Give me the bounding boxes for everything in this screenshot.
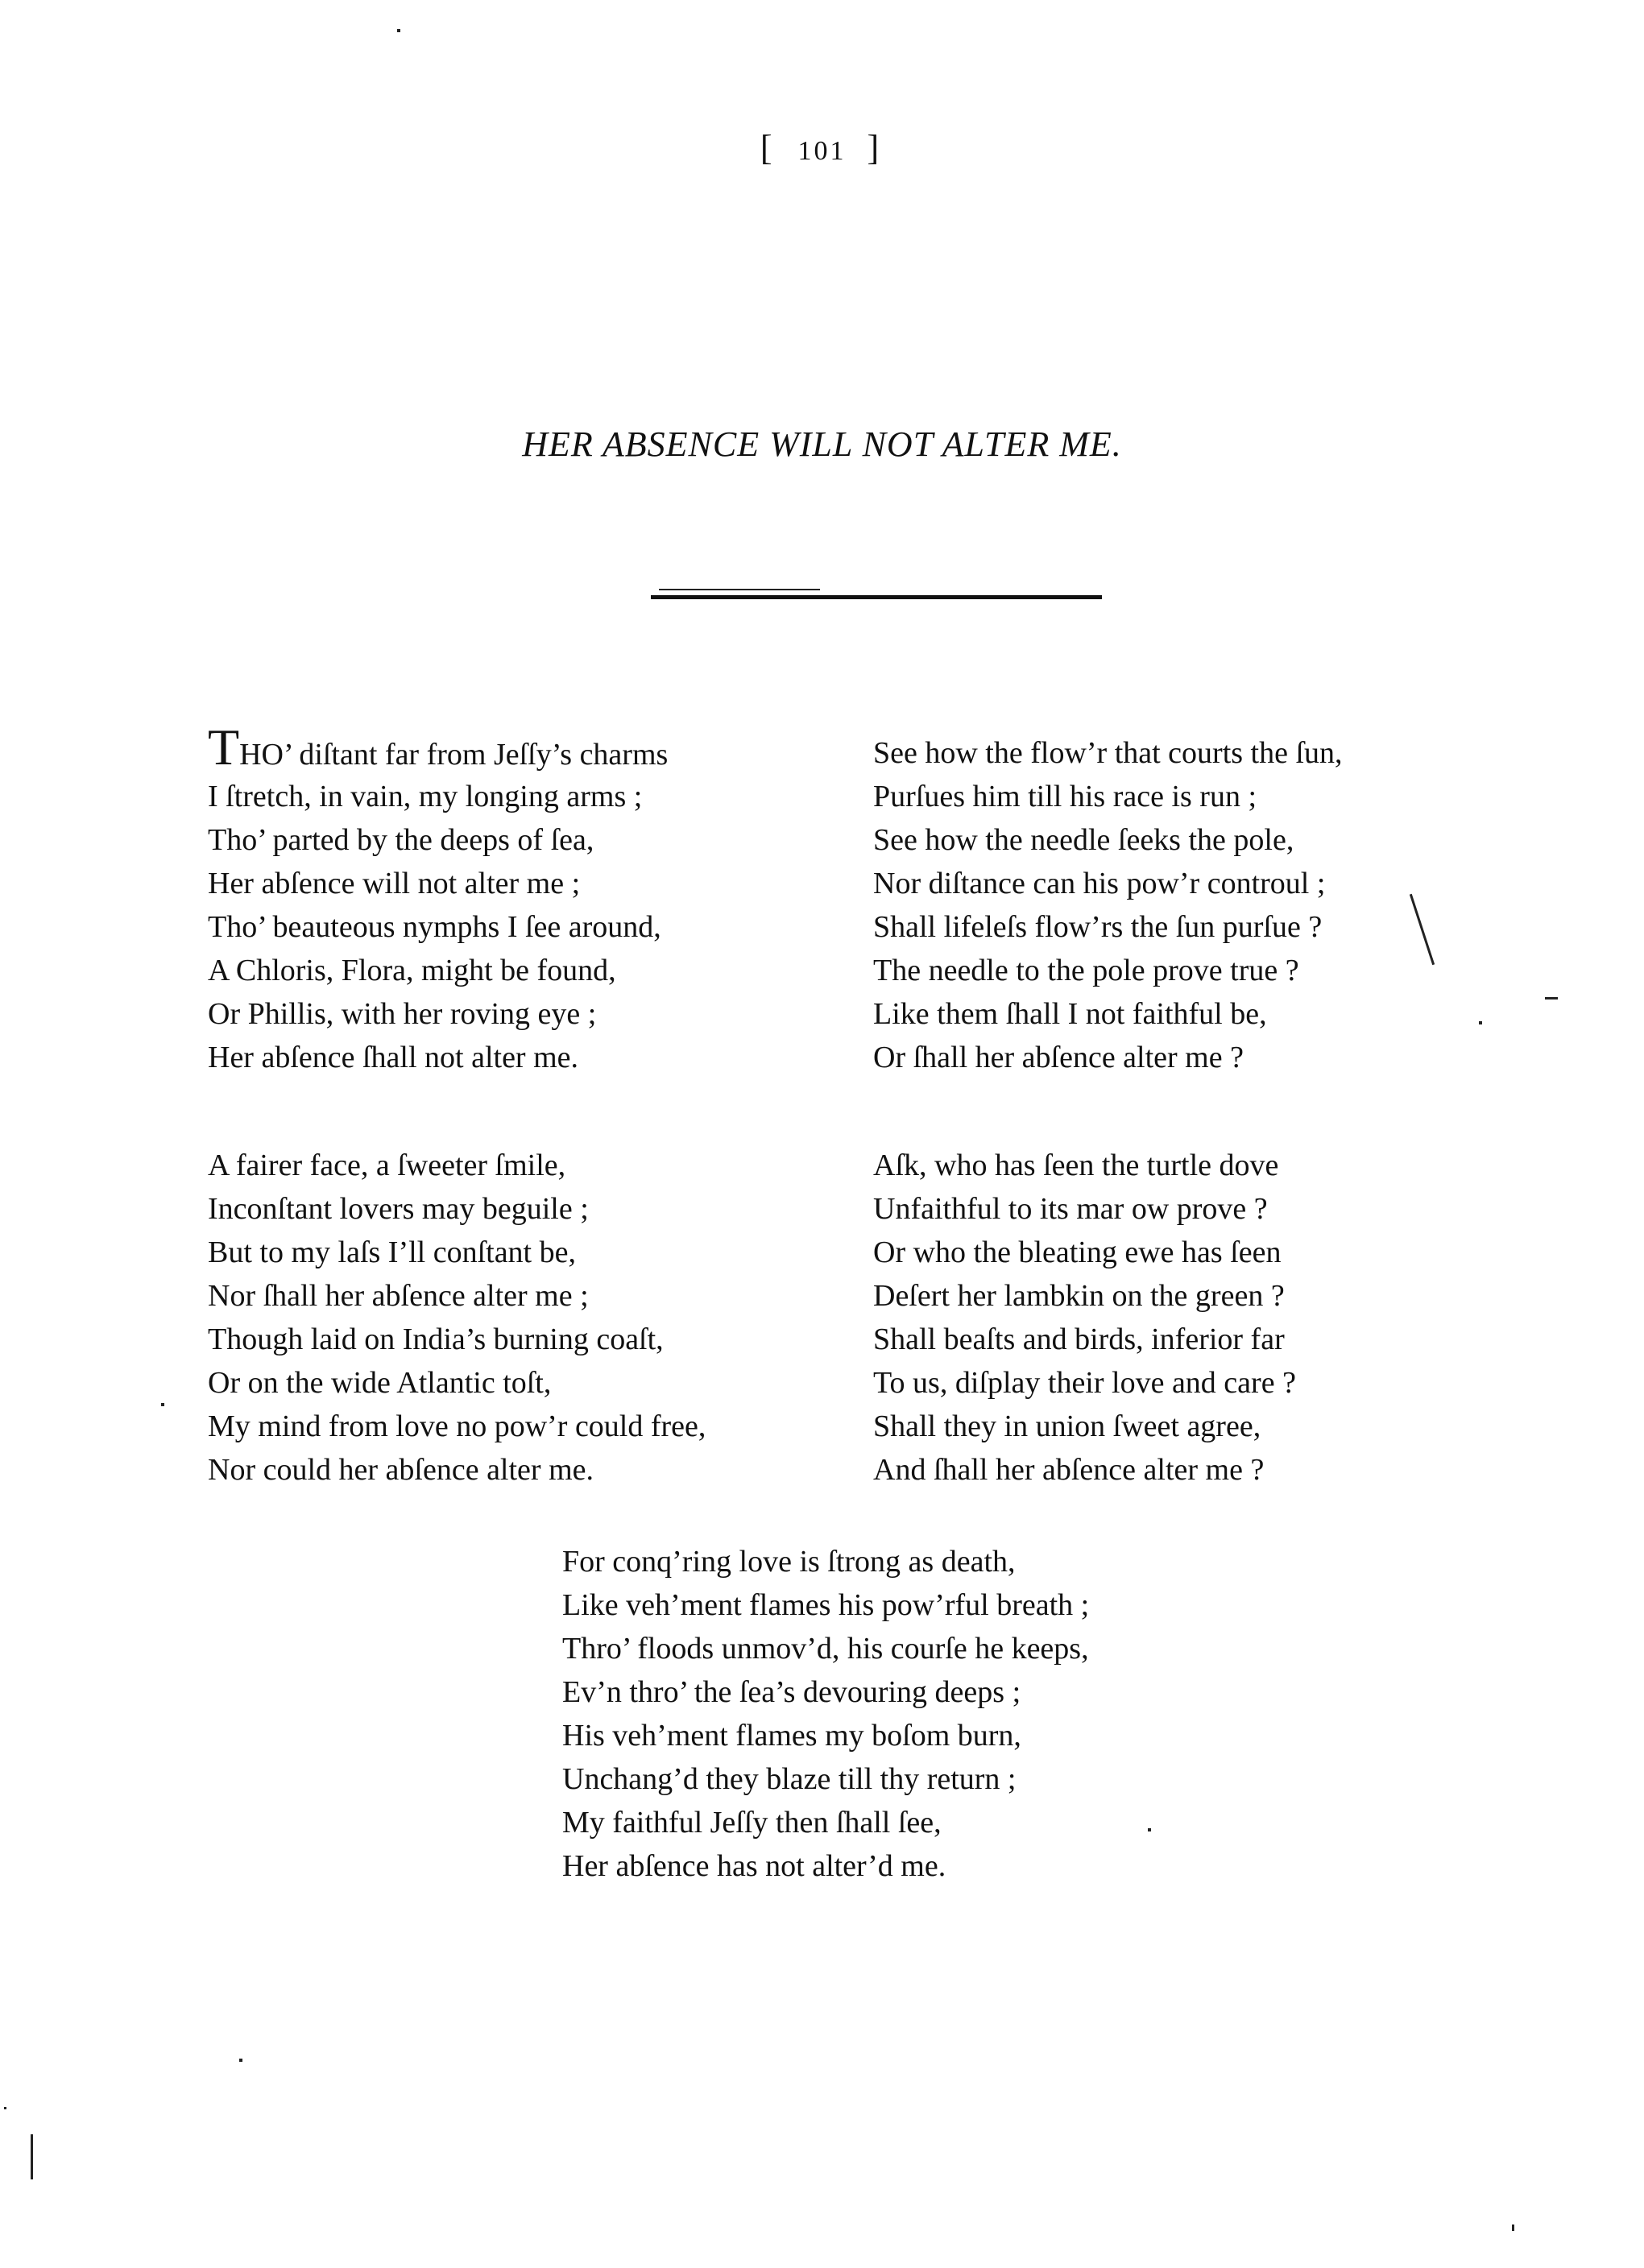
stanza-line: Shall beaſts and birds, inferior far [873,1322,1285,1356]
stanza-line: A fairer face, a ſweeter ſmile, [208,1148,566,1182]
scan-speck [239,2059,242,2062]
stanza-line: Nor could her abſence alter me. [208,1453,594,1487]
stanza-line [208,718,669,776]
stanza-line: But to my laſs I’ll conſtant be, [208,1235,576,1269]
stanza-line: Nor ſhall her abſence alter me ; [208,1279,589,1313]
scan-speck [4,2107,6,2109]
stanza-line: The needle to the pole prove true ? [873,954,1299,987]
stanza-line: Inconſtant lovers may beguile ; [208,1192,589,1226]
page-number [0,127,1644,168]
stanza-line: Thro’ floods unmov’d, his courſe he keeps, [562,1632,1089,1666]
stanza-line: Or Phillis, with her roving eye ; [208,997,597,1031]
stanza-line: Or on the wide Atlantic toſt, [208,1366,552,1400]
stanza-line: I ſtretch, in vain, my longing arms ; [208,780,643,813]
stanza-line: Her abſence will not alter me ; [208,867,581,900]
stanza-line: Her abſence ſhall not alter me. [208,1041,579,1074]
stanza-line: My faithful Jeſſy then ſhall ſee, [562,1806,942,1840]
scan-speck [161,1403,164,1406]
stanza-line: Or who the bleating ewe has ſeen [873,1235,1282,1269]
stanza-line: Purſues him till his race is run ; [873,780,1257,813]
title-rule [651,582,1102,606]
stanza-line: And ſhall her abſence alter me ? [873,1453,1265,1487]
stanza-line: Her abſence has not alter’d me. [562,1849,946,1883]
stanza-5 [562,1540,1089,1888]
page-number-value: 101 [797,136,847,166]
stanza-line: Tho’ beauteous nymphs I ſee around, [208,910,661,944]
scan-speck [1148,1828,1151,1831]
scan-speck [1545,997,1558,999]
drop-cap: T [208,718,240,776]
stanza-line: Like them ſhall I not faithful be, [873,997,1267,1031]
stanza-line: See how the flow’r that courts the ſun, [873,736,1343,770]
margin-slash-mark [1410,894,1435,965]
poem-title: HER ABSENCE WILL NOT ALTER ME. [522,424,1122,464]
stanza-line: A Chloris, Flora, might be found, [208,954,616,987]
stanza-line: Unchang’d they blaze till thy return ; [562,1762,1017,1796]
stanza-3 [208,1144,706,1492]
stanza-line: Ev’n thro’ the ſea’s devouring deeps ; [562,1675,1021,1709]
stanza-line: Shall lifeleſs flow’rs the ſun purſue ? [873,910,1323,944]
stanza-4 [873,1144,1296,1492]
stanza-line: His veh’ment flames my boſom burn, [562,1719,1021,1753]
bracket-open: [ [760,128,777,168]
stanza-line: Or ſhall her abſence alter me ? [873,1041,1244,1074]
scan-speck [1479,1021,1482,1024]
stanza-line: My mind from love no pow’r could free, [208,1409,706,1443]
stanza-line: Like veh’ment flames his pow’rful breath ; [562,1588,1090,1622]
stanza-line: Nor diſtance can his pow’r controul ; [873,867,1326,900]
scan-speck [1512,2225,1514,2231]
bracket-close: ] [867,128,884,168]
stanza-line: Though laid on India’s burning coaſt, [208,1322,664,1356]
stanza-line: Shall they in union ſweet agree, [873,1409,1261,1443]
stanza-1 [208,718,669,1079]
stanza-line: Tho’ parted by the deeps of ſea, [208,823,594,857]
scan-speck [397,29,400,32]
stanza-line: Unfaithful to its mar ow prove ? [873,1192,1268,1226]
stanza-line: Deſert her lambkin on the green ? [873,1279,1285,1313]
rule-thin-line [659,589,820,590]
margin-line-mark [31,2134,33,2179]
first-line-rest: HO’ diſtant far from Jeſſy’s charms [239,738,669,772]
rule-thick-line [651,595,1102,599]
stanza-line: To us, diſplay their love and care ? [873,1366,1296,1400]
stanza-2 [873,731,1343,1079]
stanza-line: Aſk, who has ſeen the turtle dove [873,1148,1279,1182]
stanza-line: See how the needle ſeeks the pole, [873,823,1294,857]
stanza-line: For conq’ring love is ſtrong as death, [562,1545,1016,1579]
